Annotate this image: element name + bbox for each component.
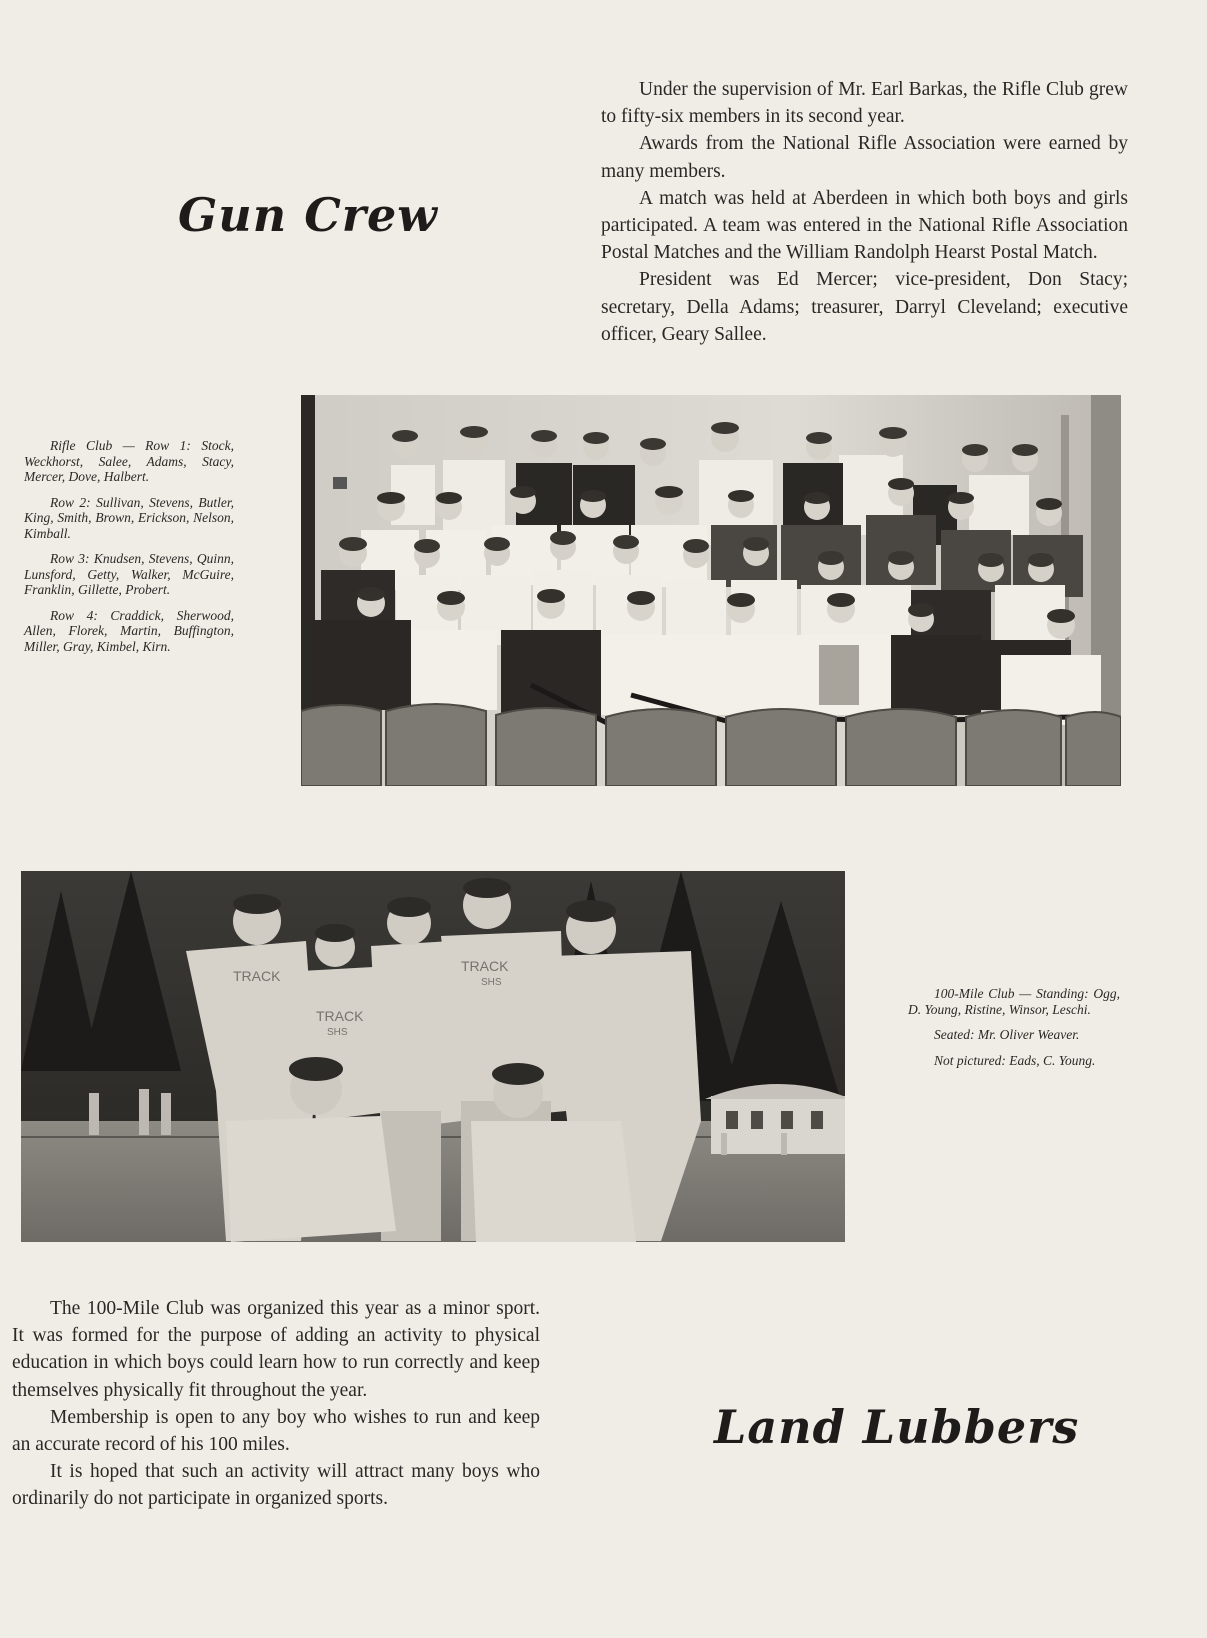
gun-crew-title: Gun Crew: [178, 188, 438, 242]
gun-crew-paragraph-3: A match was held at Aberdeen in which both boys and girls participated. A team was entered in the National Rifle Association Postal Matches and the William Randolph Hearst Postal Match.: [601, 187, 1128, 264]
sweater-track-2: TRACK: [316, 1008, 364, 1024]
gun-crew-paragraph-1: Under the supervision of Mr. Earl Barkas, the Rifle Club grew to fifty-six members in its second year.: [601, 79, 1128, 128]
land-lubbers-paragraph-2: Membership is open to any boy who wishes to run and keep an accurate record of his 100 miles.: [12, 1406, 540, 1456]
caption-row-3: Row 3: Knudsen, Stevens, Quinn, Lunsford, Getty, Walker, McGuire, Franklin, Gillette, Probert.: [24, 551, 234, 597]
photo-chairs: [301, 704, 1121, 786]
land-lubbers-title: Land Lubbers: [714, 1400, 1080, 1454]
sweater-shs-4: SHS: [481, 977, 502, 988]
gun-crew-paragraph-2: Awards from the National Rifle Association were earned by many members.: [601, 133, 1128, 182]
caption-seated: Seated: Mr. Oliver Weaver.: [934, 1027, 1080, 1042]
caption-standing: 100-Mile Club — Standing: Ogg, D. Young, Ristine, Winsor, Leschi.: [908, 986, 1120, 1017]
rifle-club-caption: [24, 438, 234, 664]
rifle-club-photo: [301, 395, 1121, 786]
caption-row-4: Row 4: Craddick, Sherwood, Allen, Florek, Martin, Buffington, Miller, Gray, Kimbel, Kirn.: [24, 607, 234, 654]
gun-crew-paragraph-4: President was Ed Mercer; vice-president, Don Stacy; secretary, Della Adams; treasurer, Darryl Cleveland; executive officer, Geary Sallee.: [601, 269, 1128, 345]
hundred-mile-club-caption: [908, 986, 1120, 1078]
land-lubbers-article: [12, 1295, 540, 1513]
sweater-shs-2: SHS: [327, 1027, 348, 1038]
caption-row-1: Rifle Club — Row 1: Stock, Weckhorst, Salee, Adams, Stacy, Mercer, Dove, Halbert.: [24, 438, 234, 484]
gun-crew-article: [601, 76, 1128, 348]
caption-row-2: Row 2: Sullivan, Stevens, Butler, King, Smith, Brown, Erickson, Nelson, Kimball.: [24, 494, 234, 541]
caption-not-pictured: Not pictured: Eads, C. Young.: [934, 1052, 1096, 1068]
land-lubbers-paragraph-3: It is hoped that such an activity will attract many boys who ordinarily do not participate in organized sports.: [12, 1461, 540, 1510]
sweater-track-1: TRACK: [233, 968, 281, 984]
land-lubbers-paragraph-1: The 100-Mile Club was organized this year as a minor sport. It was formed for the purpose of adding an activity to physical education in which boys could learn how to run correctly and keep themselves physically fit throughout the year.: [12, 1298, 540, 1401]
sweater-track-4: TRACK: [461, 958, 509, 974]
hundred-mile-club-photo: [21, 871, 845, 1242]
